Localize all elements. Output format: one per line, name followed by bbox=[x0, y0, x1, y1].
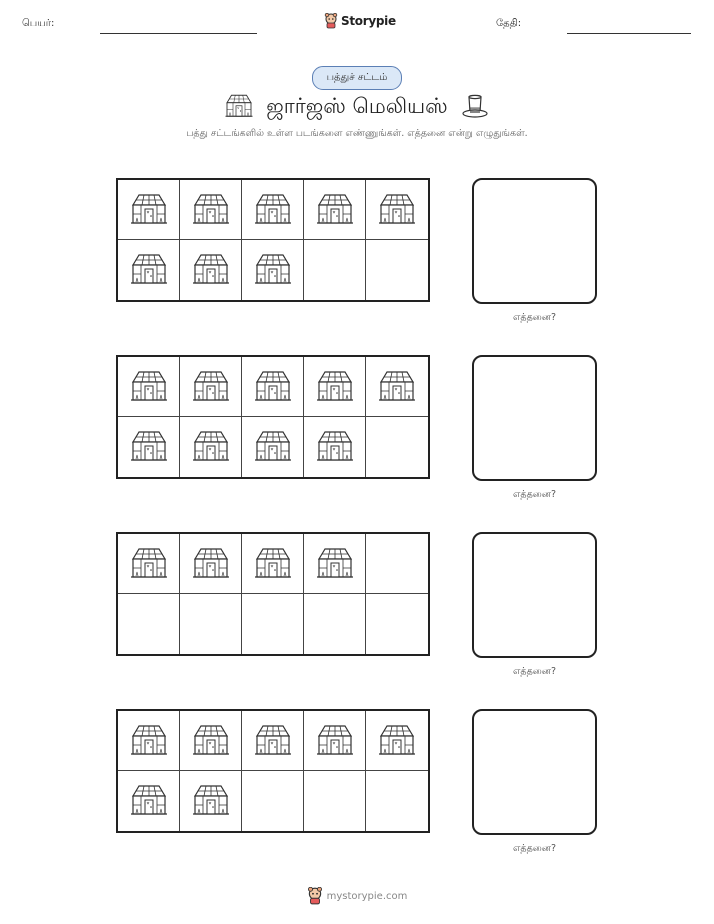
frame-cell bbox=[180, 240, 242, 300]
greenhouse-icon bbox=[129, 251, 169, 289]
greenhouse-icon bbox=[315, 722, 355, 760]
greenhouse-icon bbox=[224, 92, 254, 122]
frame-cell bbox=[304, 240, 366, 300]
frame-cell bbox=[118, 594, 180, 654]
mascot-icon bbox=[324, 13, 338, 29]
footer-url: mystorypie.com bbox=[326, 890, 408, 902]
answer-box-1[interactable] bbox=[472, 178, 597, 304]
frame-cell bbox=[180, 594, 242, 654]
greenhouse-icon bbox=[377, 368, 417, 406]
frame-cell bbox=[180, 534, 242, 594]
brand-name: Storypie bbox=[341, 14, 396, 28]
greenhouse-icon bbox=[129, 722, 169, 760]
frame-cell bbox=[242, 357, 304, 417]
frame-cell bbox=[180, 417, 242, 477]
frame-cell bbox=[118, 711, 180, 771]
answer-box-2[interactable] bbox=[472, 355, 597, 481]
ten-frame-1 bbox=[116, 178, 430, 302]
frame-cell bbox=[180, 711, 242, 771]
greenhouse-icon bbox=[315, 191, 355, 229]
frame-cell bbox=[366, 711, 428, 771]
greenhouse-icon bbox=[315, 428, 355, 466]
greenhouse-icon bbox=[253, 368, 293, 406]
frame-cell bbox=[304, 534, 366, 594]
question-label-4: எத்தனை? bbox=[512, 843, 557, 854]
frame-cell bbox=[242, 771, 304, 831]
greenhouse-icon bbox=[253, 722, 293, 760]
instructions: பத்து சட்டங்களில் உள்ள படங்களை எண்ணுங்கள். எத்தனை என்று எழுதுங்கள். bbox=[186, 128, 528, 139]
greenhouse-icon bbox=[191, 428, 231, 466]
greenhouse-icon bbox=[191, 368, 231, 406]
frame-cell bbox=[366, 240, 428, 300]
greenhouse-icon bbox=[315, 545, 355, 583]
greenhouse-icon bbox=[191, 251, 231, 289]
greenhouse-icon bbox=[191, 722, 231, 760]
frame-cell bbox=[366, 180, 428, 240]
page-title: ஜார்ஜஸ் மெலியஸ் bbox=[266, 93, 448, 118]
greenhouse-icon bbox=[253, 251, 293, 289]
top-hat-icon bbox=[460, 93, 490, 121]
greenhouse-icon bbox=[377, 722, 417, 760]
greenhouse-icon bbox=[129, 191, 169, 229]
answer-box-4[interactable] bbox=[472, 709, 597, 835]
frame-cell bbox=[242, 534, 304, 594]
answer-box-3[interactable] bbox=[472, 532, 597, 658]
frame-cell bbox=[242, 240, 304, 300]
greenhouse-icon bbox=[129, 368, 169, 406]
frame-cell bbox=[118, 357, 180, 417]
frame-cell bbox=[242, 594, 304, 654]
greenhouse-icon bbox=[191, 191, 231, 229]
date-label: தேதி: bbox=[496, 18, 522, 29]
question-label-2: எத்தனை? bbox=[512, 489, 557, 500]
greenhouse-icon bbox=[129, 782, 169, 820]
frame-cell bbox=[304, 417, 366, 477]
frame-cell bbox=[242, 180, 304, 240]
title-row bbox=[0, 92, 714, 122]
ten-frame-4 bbox=[116, 709, 430, 833]
greenhouse-icon bbox=[191, 545, 231, 583]
ten-frame-3 bbox=[116, 532, 430, 656]
frame-cell bbox=[366, 594, 428, 654]
date-line bbox=[567, 33, 691, 34]
frame-cell bbox=[118, 534, 180, 594]
greenhouse-icon bbox=[191, 782, 231, 820]
frame-cell bbox=[180, 357, 242, 417]
greenhouse-icon bbox=[129, 545, 169, 583]
brand-logo bbox=[324, 13, 396, 29]
frame-cell bbox=[118, 180, 180, 240]
name-label: பெயர்: bbox=[22, 18, 55, 29]
question-label-1: எத்தனை? bbox=[512, 312, 557, 323]
frame-cell bbox=[242, 417, 304, 477]
frame-cell bbox=[304, 711, 366, 771]
frame-cell bbox=[304, 357, 366, 417]
greenhouse-icon bbox=[129, 428, 169, 466]
question-label-3: எத்தனை? bbox=[512, 666, 557, 677]
frame-cell bbox=[242, 711, 304, 771]
greenhouse-icon bbox=[253, 428, 293, 466]
frame-cell bbox=[180, 180, 242, 240]
topic-badge: பத்துச் சட்டம் bbox=[312, 66, 402, 90]
frame-cell bbox=[366, 534, 428, 594]
greenhouse-icon bbox=[377, 191, 417, 229]
frame-cell bbox=[304, 180, 366, 240]
frame-cell bbox=[366, 417, 428, 477]
footer bbox=[0, 887, 714, 905]
frame-cell bbox=[366, 357, 428, 417]
frame-cell bbox=[304, 771, 366, 831]
frame-cell bbox=[118, 417, 180, 477]
ten-frame-2 bbox=[116, 355, 430, 479]
frame-cell bbox=[366, 771, 428, 831]
frame-cell bbox=[118, 771, 180, 831]
frame-cell bbox=[304, 594, 366, 654]
mascot-icon bbox=[307, 887, 323, 905]
greenhouse-icon bbox=[315, 368, 355, 406]
frame-cell bbox=[118, 240, 180, 300]
name-line bbox=[100, 33, 257, 34]
greenhouse-icon bbox=[253, 191, 293, 229]
frame-cell bbox=[180, 771, 242, 831]
greenhouse-icon bbox=[253, 545, 293, 583]
